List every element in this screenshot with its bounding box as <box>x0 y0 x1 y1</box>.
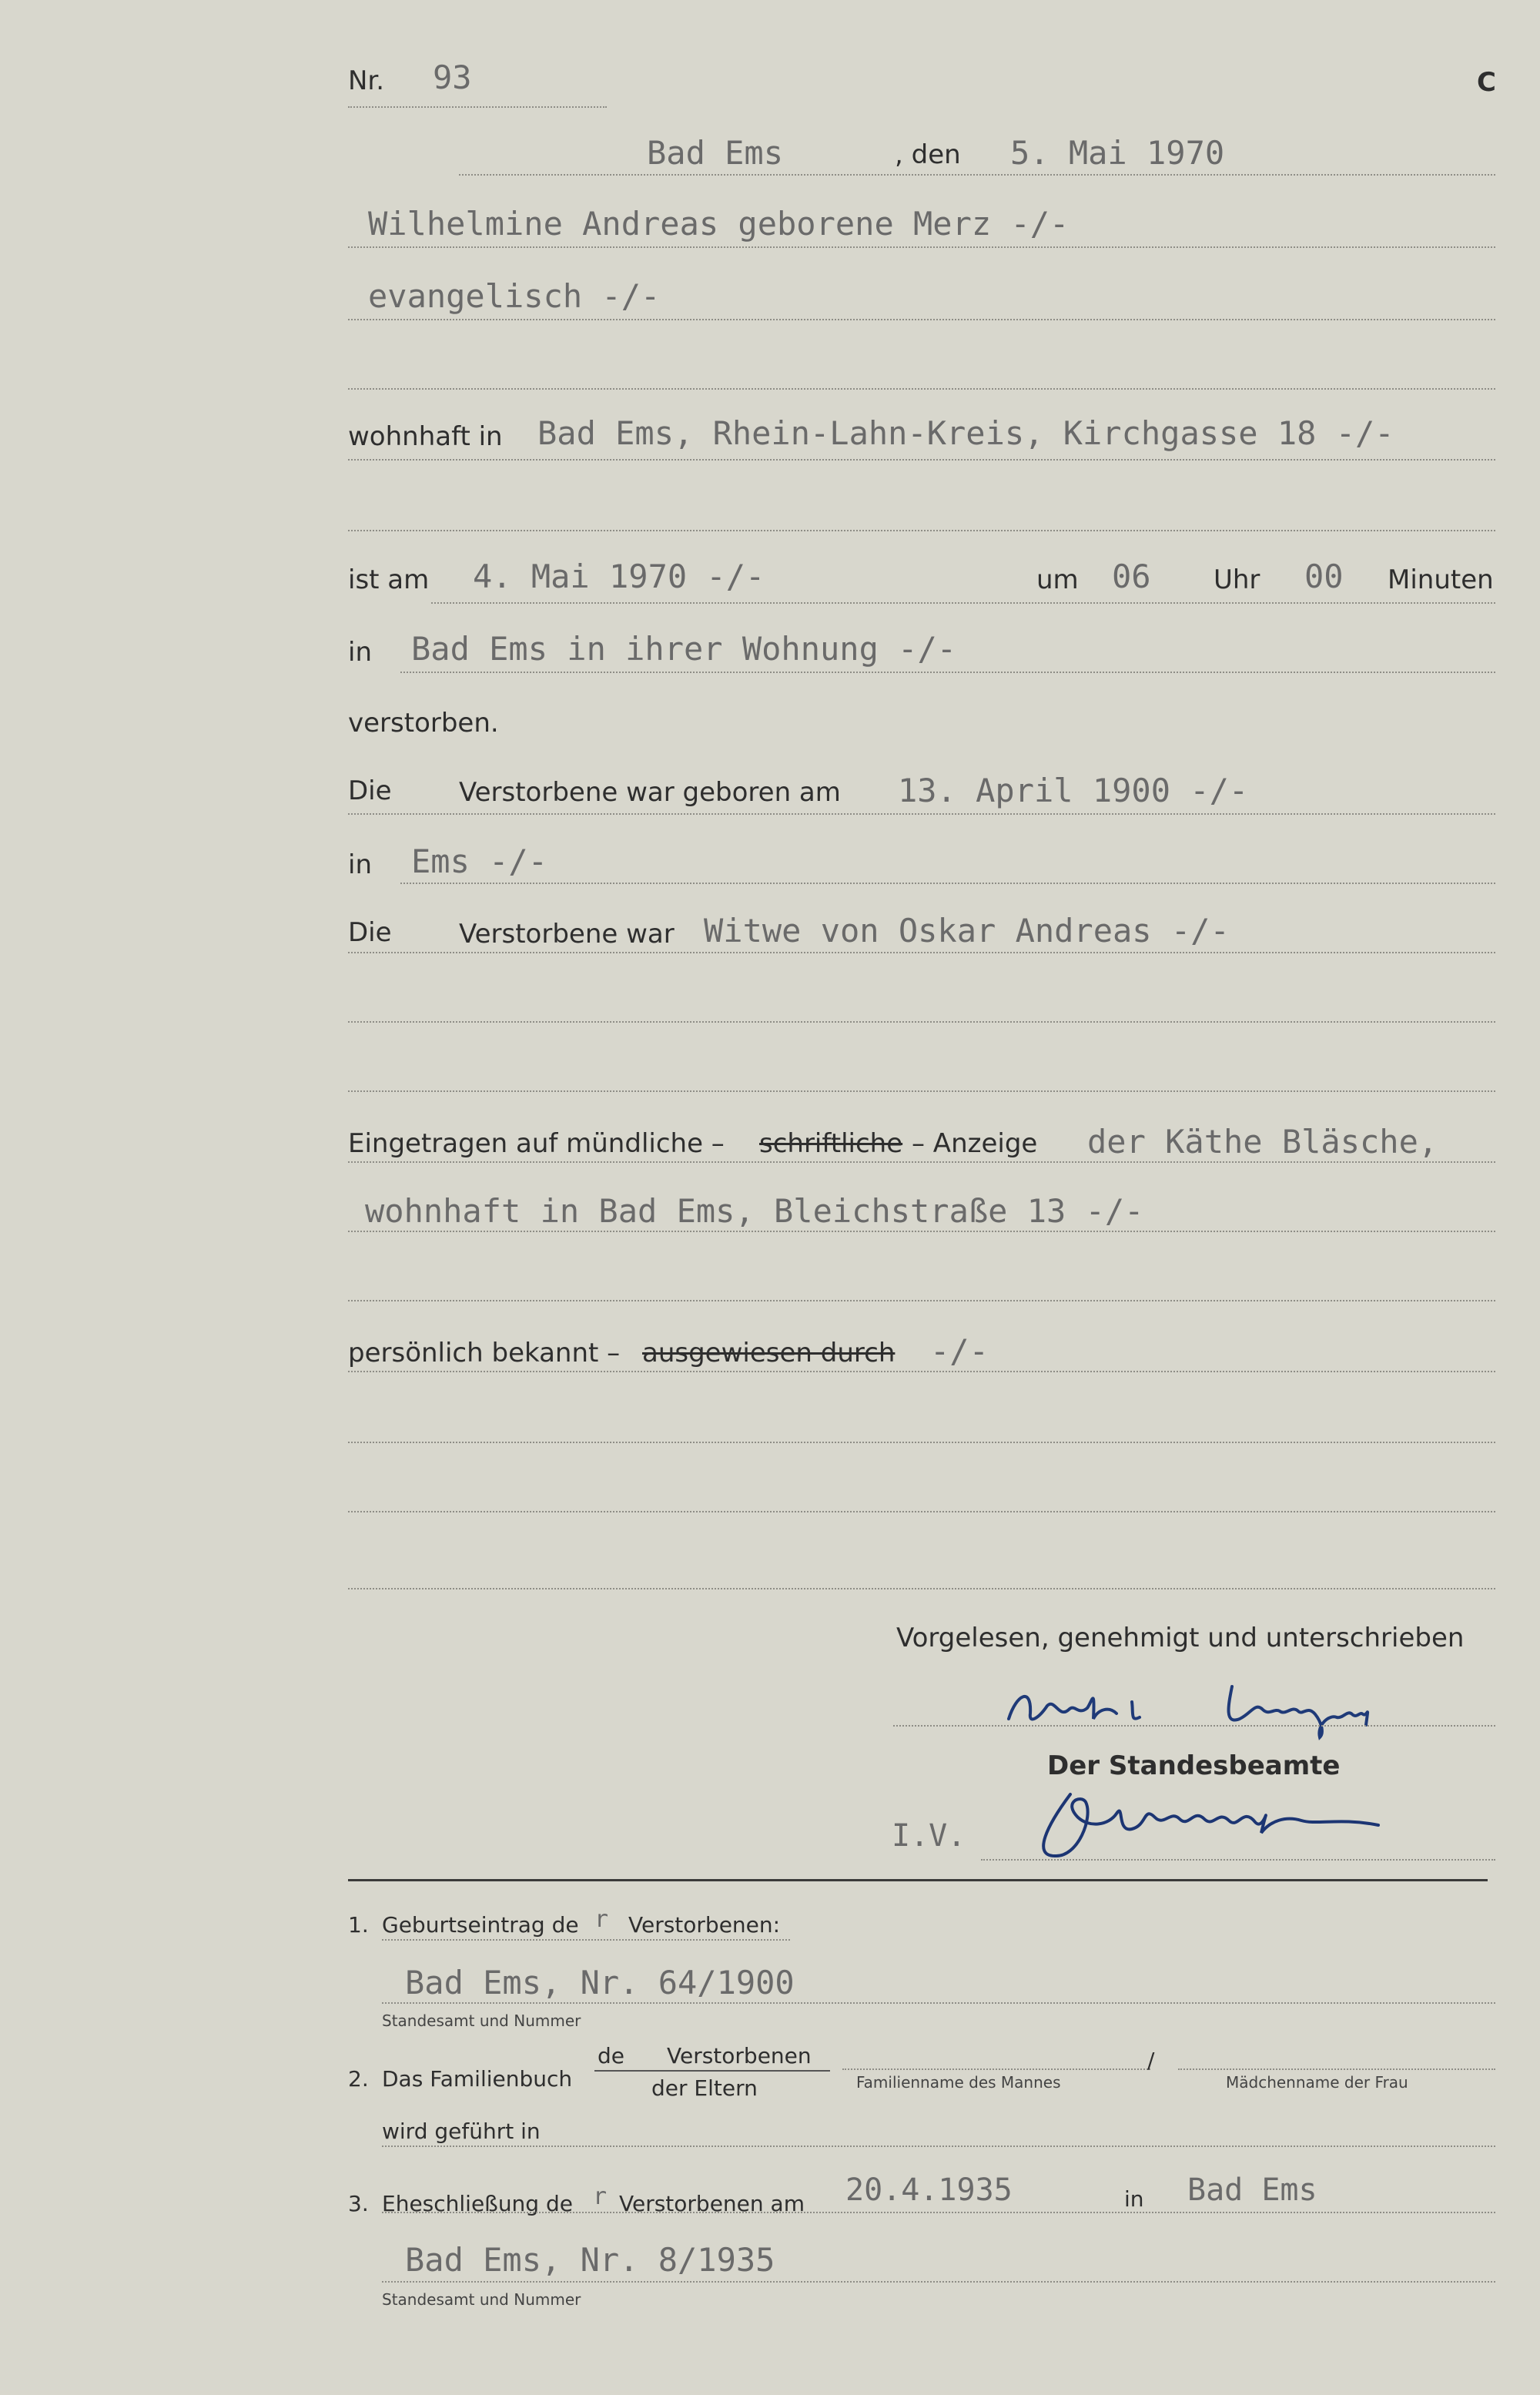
deceased-name: Wilhelmine Andreas geborene Merz -/- <box>368 205 1070 243</box>
blank-line-6 <box>348 1442 1495 1443</box>
item3-label2: Verstorbenen am <box>619 2191 805 2216</box>
blank-line-5 <box>348 1300 1495 1301</box>
birth-date: 13. April 1900 -/- <box>898 772 1249 809</box>
header-line <box>459 174 1495 176</box>
registrar-signature <box>1016 1771 1417 1871</box>
birth-label: Verstorbene war geboren am <box>459 777 841 808</box>
item3-in-label: in <box>1124 2186 1144 2212</box>
entry-number: 93 <box>433 59 472 96</box>
status-value: Witwe von Oskar Andreas -/- <box>704 912 1230 950</box>
death-place-line <box>400 672 1495 673</box>
death-date-line <box>431 602 1495 604</box>
item2-label: Das Familienbuch <box>382 2066 573 2092</box>
header-date: 5. Mai 1970 <box>1010 134 1225 172</box>
verstorben-label: verstorben. <box>348 708 499 739</box>
minuten-label: Minuten <box>1388 564 1494 595</box>
item2-caption-man: Familienname des Mannes <box>856 2073 1061 2092</box>
death-place: Bad Ems in ihrer Wohnung -/- <box>411 630 957 668</box>
corner-letter: C <box>1477 67 1496 98</box>
item2-number: 2. <box>348 2066 369 2092</box>
item1-fill: r <box>594 1906 609 1933</box>
item2-top: Verstorbenen <box>667 2043 812 2068</box>
registrar-signature-text: Gemmel <box>1016 1771 1020 1772</box>
identification-value: -/- <box>930 1332 989 1370</box>
item3-value-line <box>382 2281 1495 2283</box>
status-label: Verstorbene war <box>459 919 675 950</box>
religion: evangelisch -/- <box>368 277 661 315</box>
identification-label-prefix: persönlich bekannt – <box>348 1338 621 1368</box>
footer-separator <box>348 1879 1488 1881</box>
uhr-label: Uhr <box>1214 564 1260 595</box>
item1-value-line <box>382 2002 1495 2004</box>
item1-label2: Verstorbenen: <box>628 1912 781 1938</box>
informant-address-line <box>348 1231 1495 1232</box>
item3-line <box>382 2212 1495 2213</box>
item1-number: 1. <box>348 1912 369 1938</box>
blank-line-3 <box>348 1021 1495 1023</box>
informant-line <box>348 1161 1495 1163</box>
residence-label: wohnhaft in <box>348 421 503 452</box>
item1-value: Bad Ems, Nr. 64/1900 <box>405 1964 795 2001</box>
death-minutes: 00 <box>1304 558 1344 595</box>
birth-in-label: in <box>348 849 372 880</box>
informant-signature <box>1001 1671 1432 1740</box>
item2-bottom: der Eltern <box>651 2075 758 2101</box>
blank-line-1 <box>348 388 1495 390</box>
residence-line <box>348 459 1495 461</box>
informant-signature-text: Käthe Bläsche <box>1001 1671 1007 1672</box>
header-place: Bad Ems <box>647 134 784 172</box>
item3-label: Eheschließung de <box>382 2191 573 2216</box>
blank-line-4 <box>348 1090 1495 1092</box>
item1-caption: Standesamt und Nummer <box>382 2011 581 2030</box>
blank-line-7 <box>348 1511 1495 1512</box>
registration-label-suffix: – Anzeige <box>912 1128 1038 1159</box>
death-in-label: in <box>348 637 372 668</box>
den-label: , den <box>895 139 961 170</box>
birth-place: Ems -/- <box>411 842 548 880</box>
item2-slash: / <box>1147 2048 1155 2073</box>
item3-value: Bad Ems, Nr. 8/1935 <box>405 2241 775 2279</box>
registrar-signature-line <box>981 1859 1495 1861</box>
birth-date-line <box>348 813 1495 815</box>
item3-fill: r <box>593 2183 608 2210</box>
item2-woman-line <box>1178 2068 1495 2070</box>
ist-am-label: ist am <box>348 564 430 595</box>
identification-line <box>348 1371 1495 1372</box>
item2-value-line <box>382 2145 1495 2147</box>
blank-line-8 <box>348 1588 1495 1589</box>
blank-line-2 <box>348 530 1495 531</box>
name-line <box>348 246 1495 248</box>
read-approved-text: Vorgelesen, genehmigt und unterschrieben <box>896 1623 1465 1653</box>
item2-caption-woman: Mädchenname der Frau <box>1226 2073 1408 2092</box>
registrar-label: Der Standesbeamte <box>1047 1750 1341 1781</box>
registration-label-struck: schriftliche <box>759 1128 903 1159</box>
item2-label2: wird geführt in <box>382 2119 541 2144</box>
death-date: 4. Mai 1970 -/- <box>473 558 765 595</box>
registration-label-prefix: Eingetragen auf mündliche – <box>348 1128 725 1159</box>
item3-date: 20.4.1935 <box>845 2172 1013 2208</box>
nr-line <box>348 106 607 108</box>
birth-place-line <box>400 883 1495 884</box>
status-die-label: Die <box>348 917 392 948</box>
item1-header-line <box>382 1939 790 1941</box>
item3-caption: Standesamt und Nummer <box>382 2290 581 2309</box>
item1-label: Geburtseintrag de <box>382 1912 579 1938</box>
residence-value: Bad Ems, Rhein-Lahn-Kreis, Kirchgasse 18 -/- <box>537 414 1394 452</box>
informant-signature-line <box>893 1725 1495 1727</box>
status-line <box>348 952 1495 953</box>
item3-number: 3. <box>348 2191 369 2216</box>
religion-line <box>348 319 1495 320</box>
informant-address: wohnhaft in Bad Ems, Bleichstraße 13 -/- <box>365 1192 1144 1230</box>
informant-name: der Käthe Bläsche, <box>1087 1123 1438 1161</box>
iv-label: I.V. <box>892 1818 966 1854</box>
death-hour: 06 <box>1112 558 1151 595</box>
item2-man-line <box>842 2068 1150 2070</box>
um-label: um <box>1036 564 1079 595</box>
item2-top-de: de <box>598 2043 624 2068</box>
nr-label: Nr. <box>348 65 385 96</box>
item2-fraction-line <box>594 2070 830 2072</box>
identification-label-struck: ausgewiesen durch <box>642 1338 896 1368</box>
item3-place: Bad Ems <box>1187 2172 1317 2208</box>
birth-die-label: Die <box>348 775 392 806</box>
